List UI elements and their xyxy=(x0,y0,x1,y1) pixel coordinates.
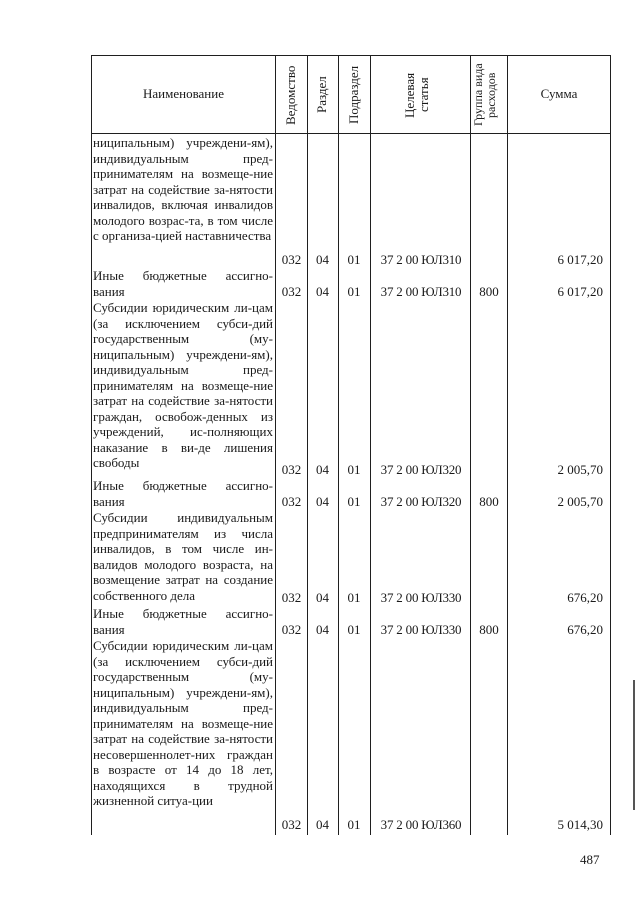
table-top-border xyxy=(91,55,611,56)
row-sum: 2 005,70 xyxy=(557,494,603,509)
row-cel: 37 2 00 ЮЛ360 xyxy=(380,817,462,832)
row-cel: 37 2 00 ЮЛ330 xyxy=(380,590,462,605)
row-ved: 032 xyxy=(281,622,302,637)
row-sum: 2 005,70 xyxy=(557,462,603,477)
col-border-cel xyxy=(370,55,371,835)
col-border-raz xyxy=(307,55,308,835)
row-pod: 01 xyxy=(347,817,361,832)
row-raz: 04 xyxy=(316,284,329,299)
header-razdel: Раздел xyxy=(314,76,329,114)
row-name: Иные бюджетные ассигно-вания xyxy=(93,606,273,637)
row-pod: 01 xyxy=(347,252,361,267)
row-pod: 01 xyxy=(347,590,361,605)
row-cel: 37 2 00 ЮЛ330 xyxy=(380,622,462,637)
header-celevaya: Целевая статья xyxy=(402,72,431,118)
col-border-grp xyxy=(470,55,471,835)
row-cel: 37 2 00 ЮЛ320 xyxy=(380,462,462,477)
row-name: Иные бюджетные ассигно-вания xyxy=(93,268,273,299)
header-summa: Сумма xyxy=(540,86,578,101)
row-raz: 04 xyxy=(316,817,329,832)
col-border-pod xyxy=(338,55,339,835)
row-sum: 6 017,20 xyxy=(557,284,603,299)
row-grp: 800 xyxy=(479,494,499,509)
col-border-sum xyxy=(507,55,508,835)
row-name: Субсидии юридическим ли-цам (за исключением субси-дий государственным (му-ниципальным) учреждени-ям), индивидуальным пред-принимателям на возмеще-ние затрат на содействие за-нятости несовершеннолет-них граждан в возрасте от 14 до 18 лет, находящихся в трудной жизненной ситуа-ции xyxy=(93,638,273,808)
row-raz: 04 xyxy=(316,494,329,509)
header-vedomstvo: Ведомство xyxy=(283,65,298,125)
header-bottom-border xyxy=(91,133,611,134)
row-name: ниципальным) учреждени-ям), индивидуальным пред-принимателям на возмеще-ние затрат на содействие за-нятости инвалидов, включая инвалидов молодого возрас-та, в том числе с организа-цией наставничества xyxy=(93,135,273,243)
page-number: 487 xyxy=(580,852,600,867)
scan-edge-mark xyxy=(633,680,635,810)
row-ved: 032 xyxy=(281,462,302,477)
row-pod: 01 xyxy=(347,622,361,637)
row-sum: 5 014,30 xyxy=(557,817,603,832)
header-podrazdel: Подраздел xyxy=(346,65,361,125)
row-ved: 032 xyxy=(281,494,302,509)
row-grp: 800 xyxy=(479,284,499,299)
col-border-right xyxy=(610,55,611,835)
row-cel: 37 2 00 ЮЛ310 xyxy=(380,252,462,267)
col-border-ved xyxy=(275,55,276,835)
row-raz: 04 xyxy=(316,462,329,477)
row-sum: 676,20 xyxy=(567,590,603,605)
row-sum: 676,20 xyxy=(567,622,603,637)
row-ved: 032 xyxy=(281,817,302,832)
row-pod: 01 xyxy=(347,462,361,477)
row-ved: 032 xyxy=(281,252,302,267)
row-raz: 04 xyxy=(316,252,329,267)
row-raz: 04 xyxy=(316,622,329,637)
row-grp: 800 xyxy=(479,622,499,637)
row-pod: 01 xyxy=(347,494,361,509)
row-name: Иные бюджетные ассигно-вания xyxy=(93,478,273,509)
row-ved: 032 xyxy=(281,590,302,605)
row-sum: 6 017,20 xyxy=(557,252,603,267)
row-name: Субсидии индивидуальным предпринимателям из числа инвалидов, в том числе ин-валидов молодого возраста, на возмещение затрат на создание собственного дела xyxy=(93,510,273,603)
row-name: Субсидии юридическим ли-цам (за исключением субси-дий государственным (му-ниципальным) учреждени-ям), индивидуальным пред-принимателям на возмеще-ние затрат на содействие за-нятости граждан, освобож-денных из учреждений, ис-полняющих наказание в ви-де лишения свободы xyxy=(93,300,273,470)
row-ved: 032 xyxy=(281,284,302,299)
header-name: Наименование xyxy=(143,86,224,101)
header-gruppa: Группа вида расходов xyxy=(471,63,498,127)
col-border-left xyxy=(91,55,92,835)
row-raz: 04 xyxy=(316,590,329,605)
row-cel: 37 2 00 ЮЛ310 xyxy=(380,284,462,299)
row-pod: 01 xyxy=(347,284,361,299)
row-cel: 37 2 00 ЮЛ320 xyxy=(380,494,462,509)
